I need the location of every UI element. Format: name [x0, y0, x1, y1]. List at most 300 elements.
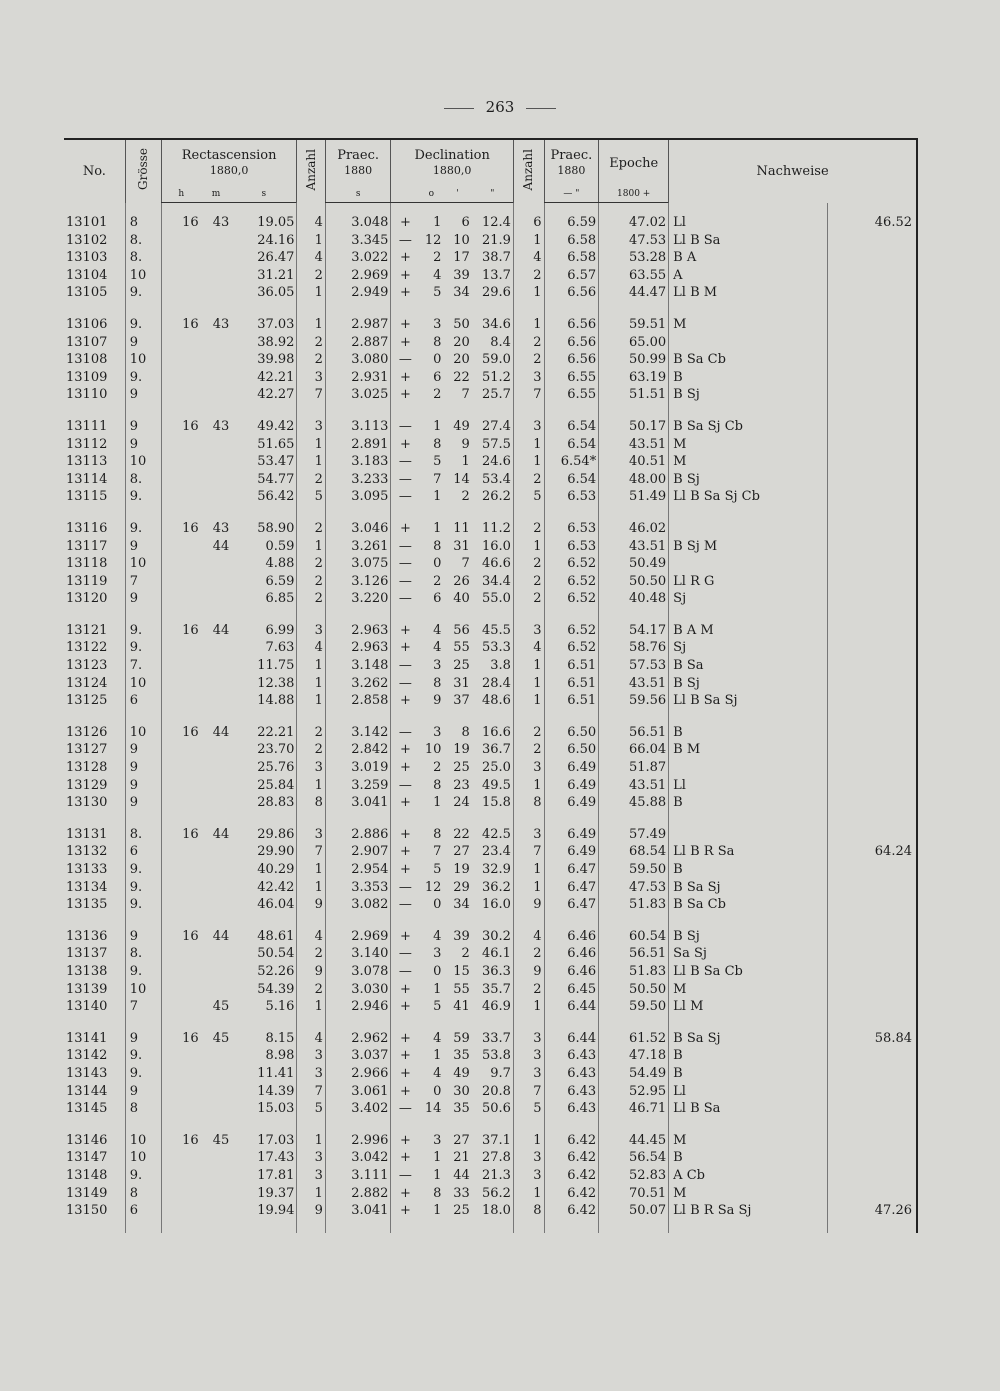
decl-seconds: 27.8	[481, 1150, 511, 1166]
decl-minutes: 19	[453, 862, 470, 877]
star-number: 13120	[66, 591, 108, 607]
decl-precession: 6.53	[544, 488, 599, 506]
decl-seconds: 46.1	[481, 946, 511, 962]
epoch: 51.87	[599, 759, 669, 777]
decl-degrees: 12	[424, 879, 442, 895]
ra-count: 7	[297, 1083, 325, 1101]
dash-left	[444, 108, 474, 109]
ra-count: 3	[297, 826, 325, 844]
ra-hours	[161, 794, 200, 812]
decl-sign: +	[391, 369, 419, 387]
extra-value	[827, 232, 917, 250]
references: Ll B R Sa	[669, 843, 828, 861]
ra-count: 3	[297, 1047, 325, 1065]
ra-minutes: 44	[212, 622, 230, 638]
decl-precession: 6.49	[544, 826, 599, 844]
references: B	[669, 861, 828, 879]
references: M	[669, 453, 828, 471]
decl-minutes: 24	[453, 795, 470, 811]
ra-precession: 3.046	[325, 520, 391, 538]
decl-degrees: 4	[433, 267, 442, 283]
decl-sign: —	[391, 879, 419, 897]
ra-seconds: 4.88	[265, 556, 295, 572]
decl-precession: 6.55	[544, 386, 599, 404]
decl-count: 1	[513, 777, 544, 795]
ra-count: 3	[297, 759, 325, 777]
decl-count: 5	[513, 1100, 544, 1118]
group-gap	[64, 302, 917, 316]
star-number: 13102	[66, 232, 108, 248]
magnitude: 9	[125, 418, 161, 436]
references: Ll M	[669, 998, 828, 1016]
table-row	[64, 777, 917, 795]
ra-count: 2	[297, 351, 325, 369]
ra-minutes	[201, 741, 232, 759]
table-row	[64, 639, 917, 657]
decl-sign: +	[391, 1185, 419, 1203]
ra-hours: 16	[161, 520, 200, 538]
ra-minutes	[201, 945, 232, 963]
star-number: 13126	[66, 724, 108, 740]
ra-precession: 2.887	[325, 334, 391, 352]
magnitude: 8.	[125, 945, 161, 963]
star-number: 13149	[66, 1185, 108, 1201]
star-number: 13138	[66, 963, 108, 979]
ra-seconds: 22.21	[257, 724, 295, 740]
decl-count: 3	[513, 1065, 544, 1083]
decl-count: 6	[513, 214, 544, 232]
ra-minutes	[201, 1167, 232, 1185]
decl-degrees: 0	[433, 963, 442, 979]
ra-count: 1	[297, 538, 325, 556]
extra-value	[827, 369, 917, 387]
decl-degrees: 8	[433, 826, 442, 842]
decl-count: 2	[513, 351, 544, 369]
decl-sign: +	[391, 759, 419, 777]
ra-precession: 3.019	[325, 759, 391, 777]
decl-sign: +	[391, 249, 419, 267]
star-number: 13125	[66, 693, 108, 709]
references: B A M	[669, 622, 828, 640]
references: B M	[669, 741, 828, 759]
decl-seconds: 42.5	[481, 826, 511, 842]
extra-value	[827, 1185, 917, 1203]
decl-minutes: 27	[453, 1132, 470, 1148]
decl-seconds: 13.7	[481, 267, 511, 283]
decl-seconds: 16.0	[481, 897, 511, 913]
decl-sign: —	[391, 538, 419, 556]
epoch: 56.54	[599, 1149, 669, 1167]
ra-precession: 2.907	[325, 843, 391, 861]
star-catalog-table	[64, 138, 918, 1233]
group-gap	[64, 812, 917, 826]
decl-count: 1	[513, 675, 544, 693]
magnitude: 8.	[125, 249, 161, 267]
decl-seconds: 3.8	[490, 658, 511, 674]
decl-seconds: 34.6	[481, 316, 511, 332]
extra-value	[827, 555, 917, 573]
decl-sign: —	[391, 471, 419, 489]
ra-precession: 2.987	[325, 316, 391, 334]
decl-precession: 6.52	[544, 573, 599, 591]
decl-count: 2	[513, 945, 544, 963]
ra-precession: 3.042	[325, 1149, 391, 1167]
ra-precession: 3.113	[325, 418, 391, 436]
epoch: 50.17	[599, 418, 669, 436]
star-number: 13105	[66, 285, 108, 301]
decl-count: 1	[513, 1132, 544, 1150]
decl-degrees: 1	[433, 1150, 442, 1166]
table-row	[64, 657, 917, 675]
epoch: 54.17	[599, 622, 669, 640]
ra-count: 2	[297, 471, 325, 489]
decl-precession: 6.47	[544, 896, 599, 914]
unit-sec: "	[472, 186, 514, 203]
star-number: 13139	[66, 981, 108, 997]
decl-count: 3	[513, 622, 544, 640]
ra-minutes: 44	[212, 724, 230, 740]
star-number: 13111	[66, 418, 108, 434]
ra-hours	[161, 963, 200, 981]
decl-sign: +	[391, 998, 419, 1016]
extra-value	[827, 622, 917, 640]
ra-hours	[161, 1202, 200, 1220]
decl-count: 1	[513, 316, 544, 334]
epoch: 47.02	[599, 214, 669, 232]
ra-minutes: 44	[212, 538, 230, 554]
decl-seconds: 30.2	[481, 928, 511, 944]
ra-hours	[161, 284, 200, 302]
table-row	[64, 896, 917, 914]
references: Ll B Sa Sj Cb	[669, 488, 828, 506]
decl-count: 3	[513, 1149, 544, 1167]
decl-sign: +	[391, 386, 419, 404]
ra-precession: 3.080	[325, 351, 391, 369]
ra-minutes	[201, 1149, 232, 1167]
ra-minutes	[201, 759, 232, 777]
decl-count: 5	[513, 488, 544, 506]
ra-hours	[161, 488, 200, 506]
ra-hours	[161, 675, 200, 693]
ra-count: 1	[297, 657, 325, 675]
ra-precession: 2.969	[325, 267, 391, 285]
ra-hours	[161, 334, 200, 352]
header-praec: Praec. 1880	[325, 139, 391, 186]
extra-value	[827, 1047, 917, 1065]
decl-precession: 6.44	[544, 998, 599, 1016]
ra-hours	[161, 1047, 200, 1065]
decl-seconds: 28.4	[481, 675, 511, 691]
decl-sign: +	[391, 436, 419, 454]
ra-seconds: 58.90	[257, 520, 295, 536]
epoch: 46.71	[599, 1100, 669, 1118]
extra-value	[827, 249, 917, 267]
ra-seconds: 53.47	[257, 454, 295, 470]
magnitude: 9.	[125, 896, 161, 914]
decl-sign: +	[391, 1065, 419, 1083]
epoch: 48.00	[599, 471, 669, 489]
decl-seconds: 38.7	[481, 250, 511, 266]
ra-precession: 3.048	[325, 214, 391, 232]
extra-value	[827, 675, 917, 693]
table-row	[64, 928, 917, 946]
decl-sign: +	[391, 622, 419, 640]
ra-seconds: 14.39	[257, 1083, 295, 1099]
epoch: 50.99	[599, 351, 669, 369]
epoch: 47.18	[599, 1047, 669, 1065]
table-row	[64, 386, 917, 404]
decl-sign: +	[391, 639, 419, 657]
epoch: 43.51	[599, 436, 669, 454]
decl-degrees: 1	[433, 489, 442, 505]
epoch: 68.54	[599, 843, 669, 861]
decl-minutes: 31	[453, 538, 470, 554]
magnitude: 6	[125, 692, 161, 710]
table-row	[64, 1149, 917, 1167]
decl-minutes: 17	[453, 250, 470, 266]
table-row	[64, 1047, 917, 1065]
decl-sign: +	[391, 794, 419, 812]
star-number: 13108	[66, 352, 108, 368]
group-gap	[64, 404, 917, 418]
ra-minutes	[201, 573, 232, 591]
decl-precession: 6.50	[544, 724, 599, 742]
decl-seconds: 24.6	[481, 454, 511, 470]
unit-praec2: — "	[544, 186, 599, 203]
ra-seconds: 56.42	[257, 489, 295, 505]
decl-sign: —	[391, 351, 419, 369]
decl-sign: +	[391, 1202, 419, 1220]
ra-count: 2	[297, 520, 325, 538]
decl-seconds: 36.7	[481, 742, 511, 758]
decl-minutes: 25	[453, 1203, 470, 1219]
ra-seconds: 29.90	[257, 844, 295, 860]
ra-precession: 2.963	[325, 639, 391, 657]
ra-count: 1	[297, 879, 325, 897]
magnitude: 10	[125, 555, 161, 573]
decl-degrees: 4	[433, 622, 442, 638]
references: B Sa Sj	[669, 879, 828, 897]
star-number: 13119	[66, 573, 108, 589]
epoch: 44.47	[599, 284, 669, 302]
decl-degrees: 1	[433, 1167, 442, 1183]
ra-count: 2	[297, 981, 325, 999]
references: B Sj	[669, 471, 828, 489]
epoch: 56.51	[599, 724, 669, 742]
decl-degrees: 8	[433, 777, 442, 793]
decl-minutes: 22	[453, 369, 470, 385]
decl-count: 3	[513, 369, 544, 387]
ra-minutes: 45	[212, 999, 230, 1015]
references: Ll B R Sa Sj	[669, 1202, 828, 1220]
table-row	[64, 879, 917, 897]
decl-degrees: 4	[433, 1065, 442, 1081]
decl-seconds: 18.0	[481, 1203, 511, 1219]
ra-precession: 3.111	[325, 1167, 391, 1185]
references: Ll	[669, 214, 828, 232]
references: B	[669, 1065, 828, 1083]
decl-minutes: 11	[453, 520, 470, 536]
epoch: 54.49	[599, 1065, 669, 1083]
ra-seconds: 0.59	[265, 538, 295, 554]
decl-seconds: 53.4	[481, 471, 511, 487]
decl-seconds: 49.5	[481, 777, 511, 793]
ra-count: 3	[297, 1149, 325, 1167]
decl-minutes: 26	[453, 573, 470, 589]
epoch: 57.53	[599, 657, 669, 675]
extra-value	[827, 351, 917, 369]
ra-hours: 16	[161, 1132, 200, 1150]
ra-seconds: 31.21	[257, 267, 295, 283]
ra-seconds: 46.04	[257, 897, 295, 913]
decl-sign: +	[391, 1030, 419, 1048]
decl-degrees: 8	[433, 436, 442, 452]
ra-precession: 3.261	[325, 538, 391, 556]
epoch: 59.51	[599, 316, 669, 334]
decl-precession: 6.51	[544, 692, 599, 710]
extra-value	[827, 724, 917, 742]
extra-value	[827, 777, 917, 795]
decl-minutes: 34	[453, 285, 470, 301]
decl-sign: —	[391, 232, 419, 250]
extra-value	[827, 418, 917, 436]
decl-degrees: 1	[433, 1203, 442, 1219]
references: B Sj	[669, 386, 828, 404]
table-row	[64, 284, 917, 302]
ra-minutes	[201, 555, 232, 573]
ra-precession: 3.075	[325, 555, 391, 573]
extra-value	[827, 1167, 917, 1185]
decl-precession: 6.54	[544, 436, 599, 454]
decl-precession: 6.54*	[544, 453, 599, 471]
ra-count: 2	[297, 573, 325, 591]
references: B	[669, 794, 828, 812]
ra-seconds: 6.99	[265, 622, 295, 638]
decl-degrees: 1	[433, 520, 442, 536]
decl-sign: +	[391, 1132, 419, 1150]
decl-minutes: 21	[453, 1150, 470, 1166]
header-praec-2: Praec. 1880	[544, 139, 599, 186]
decl-minutes: 25	[453, 658, 470, 674]
ra-minutes	[201, 692, 232, 710]
extra-value	[827, 316, 917, 334]
extra-value	[827, 1149, 917, 1167]
star-number: 13143	[66, 1065, 108, 1081]
ra-precession: 3.061	[325, 1083, 391, 1101]
ra-count: 8	[297, 794, 325, 812]
decl-minutes: 50	[453, 316, 470, 332]
decl-sign: —	[391, 1167, 419, 1185]
table-row	[64, 334, 917, 352]
ra-seconds: 12.38	[257, 675, 295, 691]
decl-sign: +	[391, 267, 419, 285]
ra-minutes: 43	[212, 418, 230, 434]
table-row	[64, 724, 917, 742]
star-number: 13147	[66, 1150, 108, 1166]
decl-minutes: 40	[453, 591, 470, 607]
star-number: 13135	[66, 897, 108, 913]
epoch: 40.48	[599, 590, 669, 608]
epoch: 47.53	[599, 232, 669, 250]
epoch: 56.51	[599, 945, 669, 963]
extra-value	[827, 639, 917, 657]
magnitude: 9.	[125, 284, 161, 302]
ra-count: 9	[297, 896, 325, 914]
table-row	[64, 471, 917, 489]
decl-minutes: 33	[453, 1185, 470, 1201]
extra-value	[827, 759, 917, 777]
ra-minutes: 43	[212, 520, 230, 536]
magnitude: 9.	[125, 963, 161, 981]
decl-minutes: 41	[453, 999, 470, 1015]
decl-precession: 6.49	[544, 843, 599, 861]
ra-minutes	[201, 777, 232, 795]
ra-minutes	[201, 861, 232, 879]
decl-count: 2	[513, 555, 544, 573]
ra-count: 9	[297, 963, 325, 981]
ra-hours	[161, 232, 200, 250]
decl-seconds: 16.6	[481, 724, 511, 740]
extra-value	[827, 590, 917, 608]
magnitude: 10	[125, 724, 161, 742]
references: A	[669, 267, 828, 285]
decl-precession: 6.42	[544, 1185, 599, 1203]
decl-count: 1	[513, 1185, 544, 1203]
ra-minutes	[201, 657, 232, 675]
magnitude: 9	[125, 1030, 161, 1048]
decl-seconds: 21.3	[481, 1167, 511, 1183]
table-row	[64, 555, 917, 573]
ra-seconds: 54.39	[257, 981, 295, 997]
ra-seconds: 6.59	[265, 573, 295, 589]
ra-count: 4	[297, 214, 325, 232]
decl-count: 3	[513, 826, 544, 844]
epoch: 53.28	[599, 249, 669, 267]
table-row	[64, 249, 917, 267]
decl-count: 3	[513, 418, 544, 436]
extra-value	[827, 520, 917, 538]
decl-precession: 6.43	[544, 1047, 599, 1065]
ra-minutes: 44	[212, 928, 230, 944]
ra-seconds: 42.42	[257, 879, 295, 895]
extra-value	[827, 1065, 917, 1083]
ra-precession: 2.969	[325, 928, 391, 946]
page-number: 263	[0, 98, 1000, 116]
decl-seconds: 45.5	[481, 622, 511, 638]
star-number: 13121	[66, 622, 108, 638]
decl-seconds: 9.7	[490, 1065, 511, 1081]
decl-seconds: 29.6	[481, 285, 511, 301]
ra-hours: 16	[161, 622, 200, 640]
decl-precession: 6.43	[544, 1065, 599, 1083]
ra-hours	[161, 945, 200, 963]
ra-precession: 3.262	[325, 675, 391, 693]
references: B Sa Sj Cb	[669, 418, 828, 436]
extra-value	[827, 488, 917, 506]
ra-hours	[161, 573, 200, 591]
ra-hours	[161, 1185, 200, 1203]
ra-precession: 3.037	[325, 1047, 391, 1065]
ra-seconds: 17.81	[257, 1167, 295, 1183]
references: B A	[669, 249, 828, 267]
magnitude: 9.	[125, 520, 161, 538]
group-gap	[64, 506, 917, 520]
epoch: 45.88	[599, 794, 669, 812]
unit-m: m	[201, 186, 232, 203]
decl-count: 1	[513, 998, 544, 1016]
epoch: 65.00	[599, 334, 669, 352]
epoch: 52.95	[599, 1083, 669, 1101]
